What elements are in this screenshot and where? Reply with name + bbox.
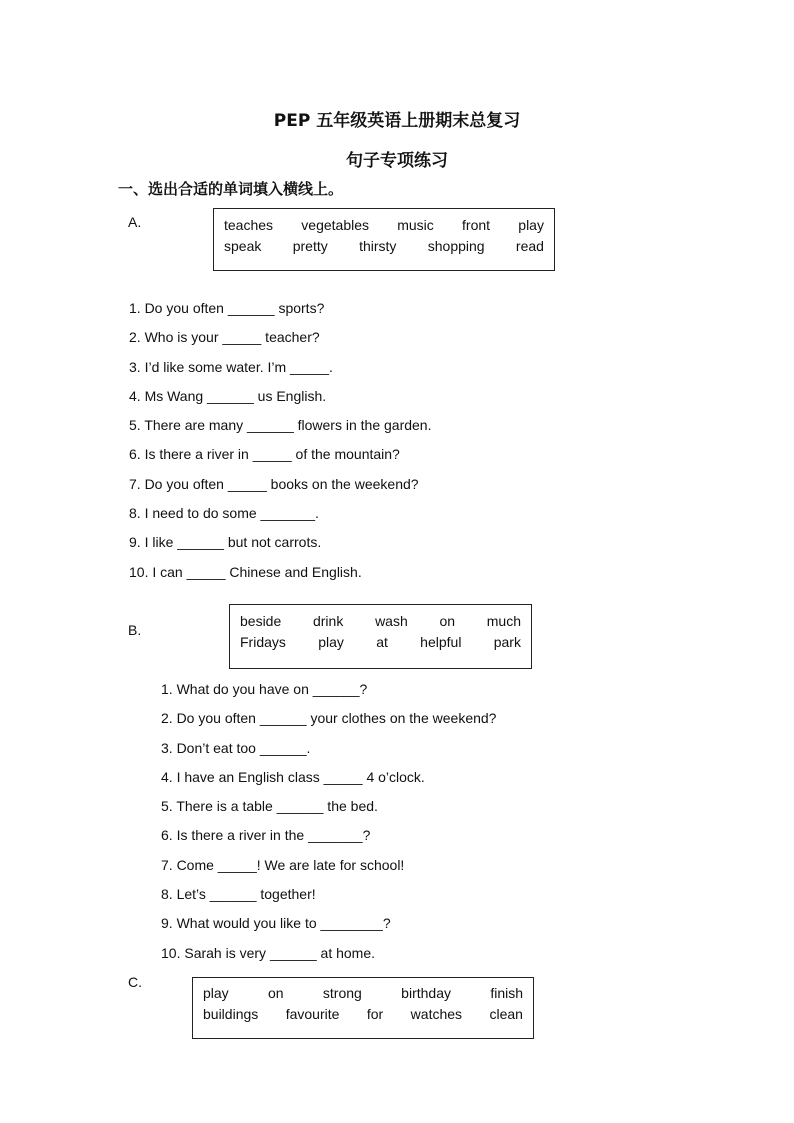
word: watches: [410, 1006, 463, 1022]
word-row: [240, 611, 521, 632]
page-title: PEP 五年级英语上册期末总复习: [273, 111, 521, 131]
word: Fridays: [240, 634, 286, 650]
question-item: 7. Do you often _____ books on the weekend?: [129, 475, 419, 492]
section-b-label: B.: [128, 622, 142, 638]
word-row: [224, 236, 544, 257]
question-item: 3. I’d like some water. I’m _____.: [129, 358, 333, 375]
word: on: [439, 613, 456, 629]
word: birthday: [401, 985, 451, 1001]
word: drink: [312, 613, 344, 629]
word: beside: [240, 613, 282, 629]
question-item: 2. Do you often ______ your clothes on the weekend?: [161, 710, 497, 727]
page-subtitle: 句子专项练习: [346, 151, 448, 171]
section-c-label: C.: [128, 974, 142, 990]
question-item: 5. There are many ______ flowers in the garden.: [129, 417, 432, 434]
word: vegetables: [301, 217, 369, 233]
word: park: [493, 634, 521, 650]
word-row: [203, 983, 523, 1004]
question-item: 1. What do you have on ______?: [161, 681, 368, 697]
word: favourite: [285, 1006, 340, 1022]
word: finish: [490, 985, 523, 1001]
question-item: 8. I need to do some _______.: [129, 505, 319, 522]
word: teaches: [224, 217, 274, 233]
word: buildings: [203, 1006, 259, 1022]
word-row: [203, 1004, 523, 1025]
question-item: 1. Do you often ______ sports?: [129, 300, 325, 316]
word: helpful: [420, 634, 462, 650]
word: pretty: [292, 238, 328, 254]
question-item: 8. Let’s ______ together!: [161, 886, 316, 903]
word: music: [397, 217, 434, 233]
question-item: 3. Don’t eat too ______.: [161, 739, 311, 756]
word: thirsty: [359, 238, 397, 254]
question-item: 4. Ms Wang ______ us English.: [129, 387, 327, 404]
word: strong: [322, 985, 362, 1001]
word: for: [366, 1006, 384, 1022]
section-heading: 一、选出合适的单词填入横线上。: [118, 180, 344, 198]
question-list-a: [129, 298, 431, 591]
word: wash: [375, 613, 408, 629]
section-a-label: A.: [128, 214, 142, 230]
word: shopping: [427, 238, 485, 254]
word: much: [486, 613, 521, 629]
word: clean: [489, 1006, 523, 1022]
word: speak: [224, 238, 262, 254]
question-item: 10. I can _____ Chinese and English.: [129, 563, 362, 580]
question-item: 10. Sarah is very ______ at home.: [161, 944, 376, 961]
word: on: [268, 985, 284, 1001]
question-item: 9. I like ______ but not carrots.: [129, 534, 322, 551]
word-box-b: [229, 604, 532, 669]
word: at: [376, 634, 388, 650]
word-box-c: [192, 977, 534, 1039]
word: front: [462, 217, 491, 233]
word-box-a: [213, 208, 555, 271]
word: play: [318, 634, 344, 650]
question-list-b: [161, 679, 496, 972]
word: play: [518, 217, 544, 233]
word: play: [203, 985, 229, 1001]
question-item: 2. Who is your _____ teacher?: [129, 329, 320, 346]
question-item: 9. What would you like to ________?: [161, 915, 391, 932]
word-row: [224, 215, 544, 236]
question-item: 7. Come _____! We are late for school!: [161, 856, 405, 873]
question-item: 6. Is there a river in _____ of the mountain?: [129, 446, 400, 463]
word: read: [515, 238, 544, 254]
question-item: 5. There is a table ______ the bed.: [161, 798, 378, 815]
word-row: [240, 632, 521, 653]
question-item: 6. Is there a river in the _______?: [161, 827, 371, 844]
question-item: 4. I have an English class _____ 4 o’clock.: [161, 768, 425, 785]
